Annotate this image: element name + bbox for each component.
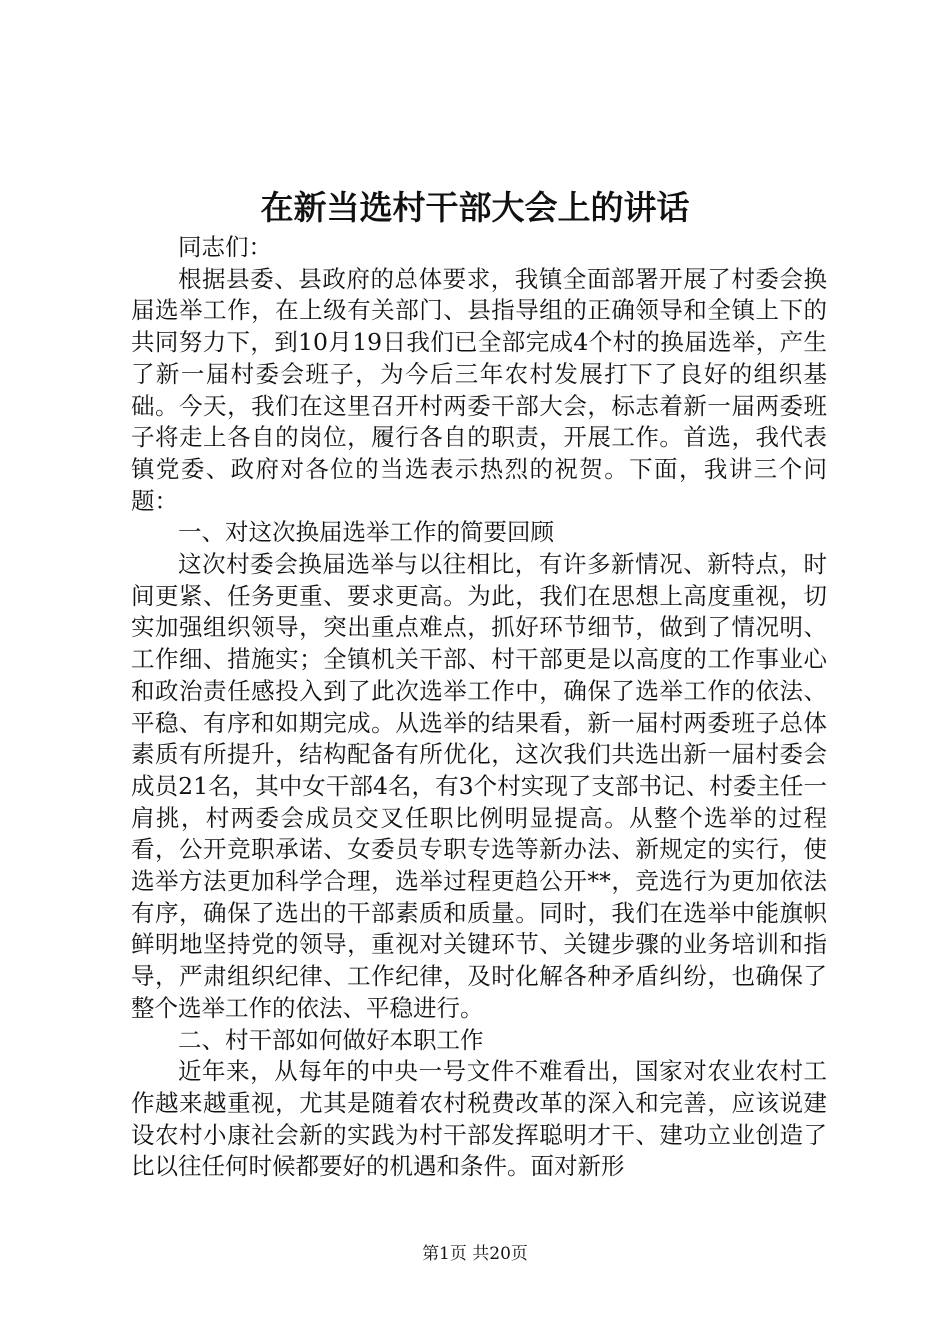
salutation: 同志们：	[178, 233, 272, 261]
page-title: 在新当选村干部大会上的讲话	[260, 188, 690, 227]
paragraph-1: 根据县委、县政府的总体要求，我镇全面部署开展了村委会换届选举工作，在上级有关部门、县指导组的正确领导和全镇上下的共同努力下，到10月19日我们已全部完成4个村的换届选举，产生了新一届村委会班子，为今后三年农村发展打下了良好的组织基础。今天，我们在这里召开村两委干部大会，标志着新一届两委班子将走上各自的岗位，履行各自的职责，开展工作。首选，我代表镇党委、政府对各位的当选表示热烈的祝贺。下面，我讲三个问题：	[131, 264, 827, 515]
document-body	[131, 232, 827, 1183]
section-heading-1: 一、对这次换届选举工作的简要回顾	[178, 518, 554, 547]
paragraph-3: 近年来，从每年的中央一号文件不难看出，国家对农业农村工作越来越重视，尤其是随着农村税费改革的深入和完善，应该说建设农村小康社会新的实践为村干部发挥聪明才干、建功立业创造了比以往任何时候都要好的机遇和条件。面对新形	[131, 1057, 827, 1181]
section-heading-2: 二、村干部如何做好本职工作	[178, 1025, 484, 1054]
paragraph-2: 这次村委会换届选举与以往相比，有许多新情况、新特点，时间更紧、任务更重、要求更高。为此，我们在思想上高度重视，切实加强组织领导，突出重点难点，抓好环节细节，做到了情况明、工作细、措施实；全镇机关干部、村干部更是以高度的工作事业心和政治责任感投入到了此次选举工作中，确保了选举工作的依法、平稳、有序和如期完成。从选举的结果看，新一届村两委班子总体素质有所提升，结构配备有所优化，这次我们共选出新一届村委会成员21名，其中女干部4名，有3个村实现了支部书记、村委主任一肩挑，村两委会成员交叉任职比例明显提高。从整个选举的过程看，公开竞职承诺、女委员专职专选等新办法、新规定的实行，使选举方法更加科学合理，选举过程更趋公开**，竞选行为更加依法有序，确保了选出的干部素质和质量。同时，我们在选举中能旗帜鲜明地坚持党的领导，重视对关键环节、关键步骤的业务培训和指导，严肃组织纪律、工作纪律，及时化解各种矛盾纠纷，也确保了整个选举工作的依法、平稳进行。	[131, 550, 827, 1022]
page-number-footer: 第1页 共20页	[422, 1244, 528, 1264]
